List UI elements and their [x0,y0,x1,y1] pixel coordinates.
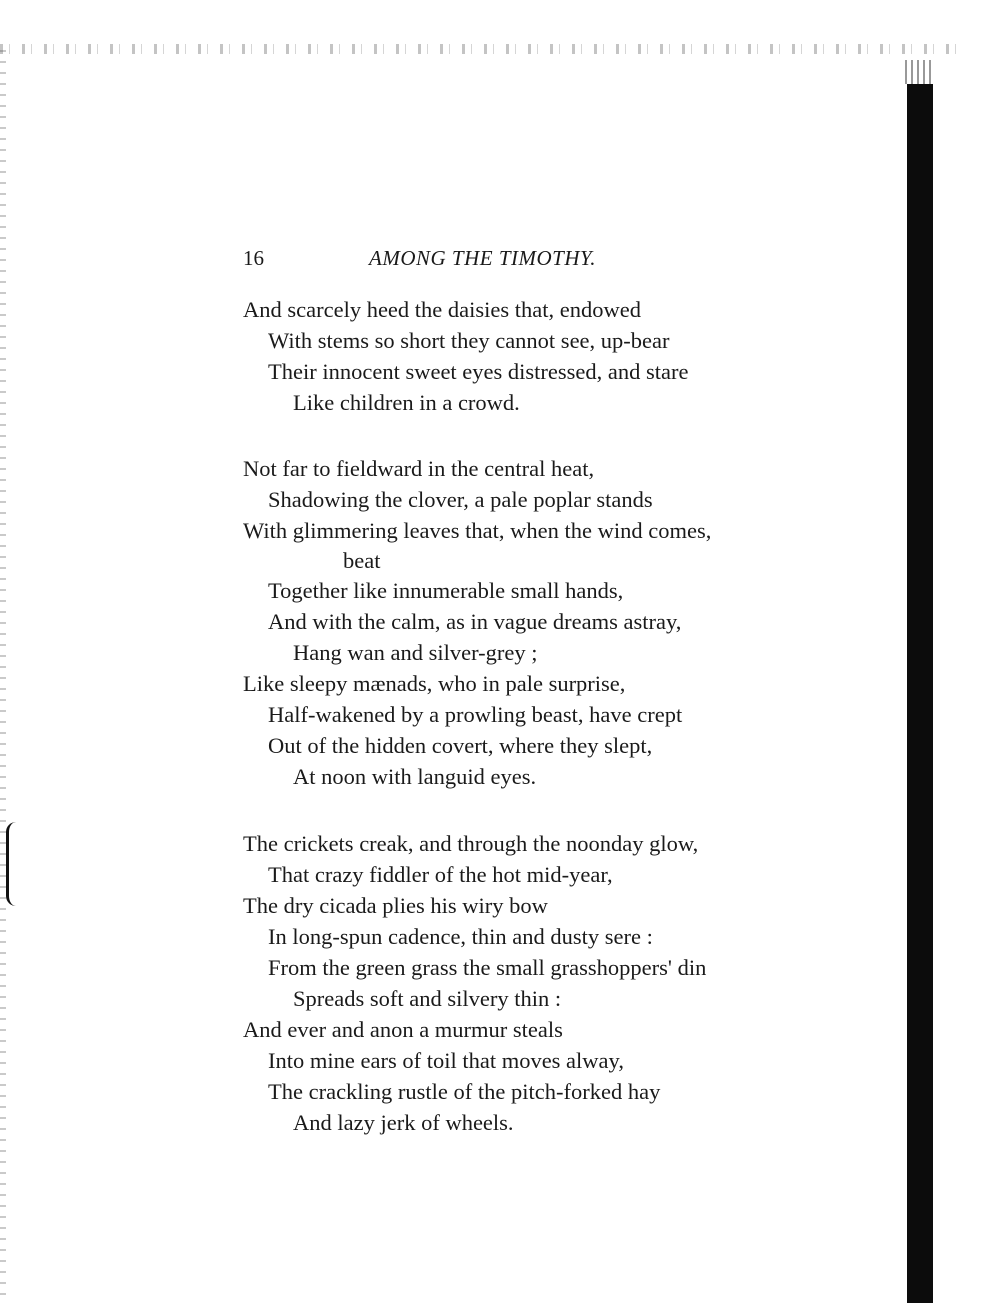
poem-line: Like sleepy mænads, who in pale surprise, [243,671,626,696]
poem-line: Their innocent sweet eyes distressed, and stare [268,359,689,384]
poem-line: Shadowing the clover, a pale poplar stands [268,487,653,512]
poem-line: The crickets creak, and through the noonday glow, [243,831,699,856]
poem-line: And ever and anon a murmur steals [243,1017,563,1042]
page-number: 16 [243,246,264,270]
poem-line: That crazy fiddler of the hot mid-year, [268,862,613,887]
poem-line: The crackling rustle of the pitch-forked hay [268,1079,661,1104]
poem-line: Half-wakened by a prowling beast, have crept [268,702,683,727]
scan-top-edge [0,44,960,54]
poem-line: Hang wan and silver-grey ; [293,640,538,665]
running-title: AMONG THE TIMOTHY. [369,246,597,270]
poem-line: Like children in a crowd. [293,390,520,415]
poem-line: Out of the hidden covert, where they slept, [268,733,653,758]
scan-binding-shadow [907,84,933,1303]
poem-line-turnover: beat [343,548,381,573]
poem-line: And scarcely heed the daisies that, endowed [243,297,641,322]
poem-line: With stems so short they cannot see, up-bear [268,328,670,353]
scan-left-edge [0,50,6,1300]
poem-line: In long-spun cadence, thin and dusty sere : [268,924,653,949]
poem-line: Into mine ears of toil that moves alway, [268,1048,624,1073]
margin-bracket-mark [6,822,23,906]
poem-line: Not far to fieldward in the central heat, [243,456,595,481]
poem-line: And lazy jerk of wheels. [293,1110,514,1135]
poem-line: At noon with languid eyes. [293,764,537,789]
poem-line: And with the calm, as in vague dreams astray, [268,609,682,634]
page-header [243,246,663,276]
poem-line: Together like innumerable small hands, [268,578,624,603]
scan-right-edge-noise [905,60,935,84]
poem-line: The dry cicada plies his wiry bow [243,893,548,918]
poem-line: With glimmering leaves that, when the wind comes, [243,518,712,543]
poem-line: From the green grass the small grasshoppers' din [268,955,707,980]
poem-line: Spreads soft and silvery thin : [293,986,562,1011]
